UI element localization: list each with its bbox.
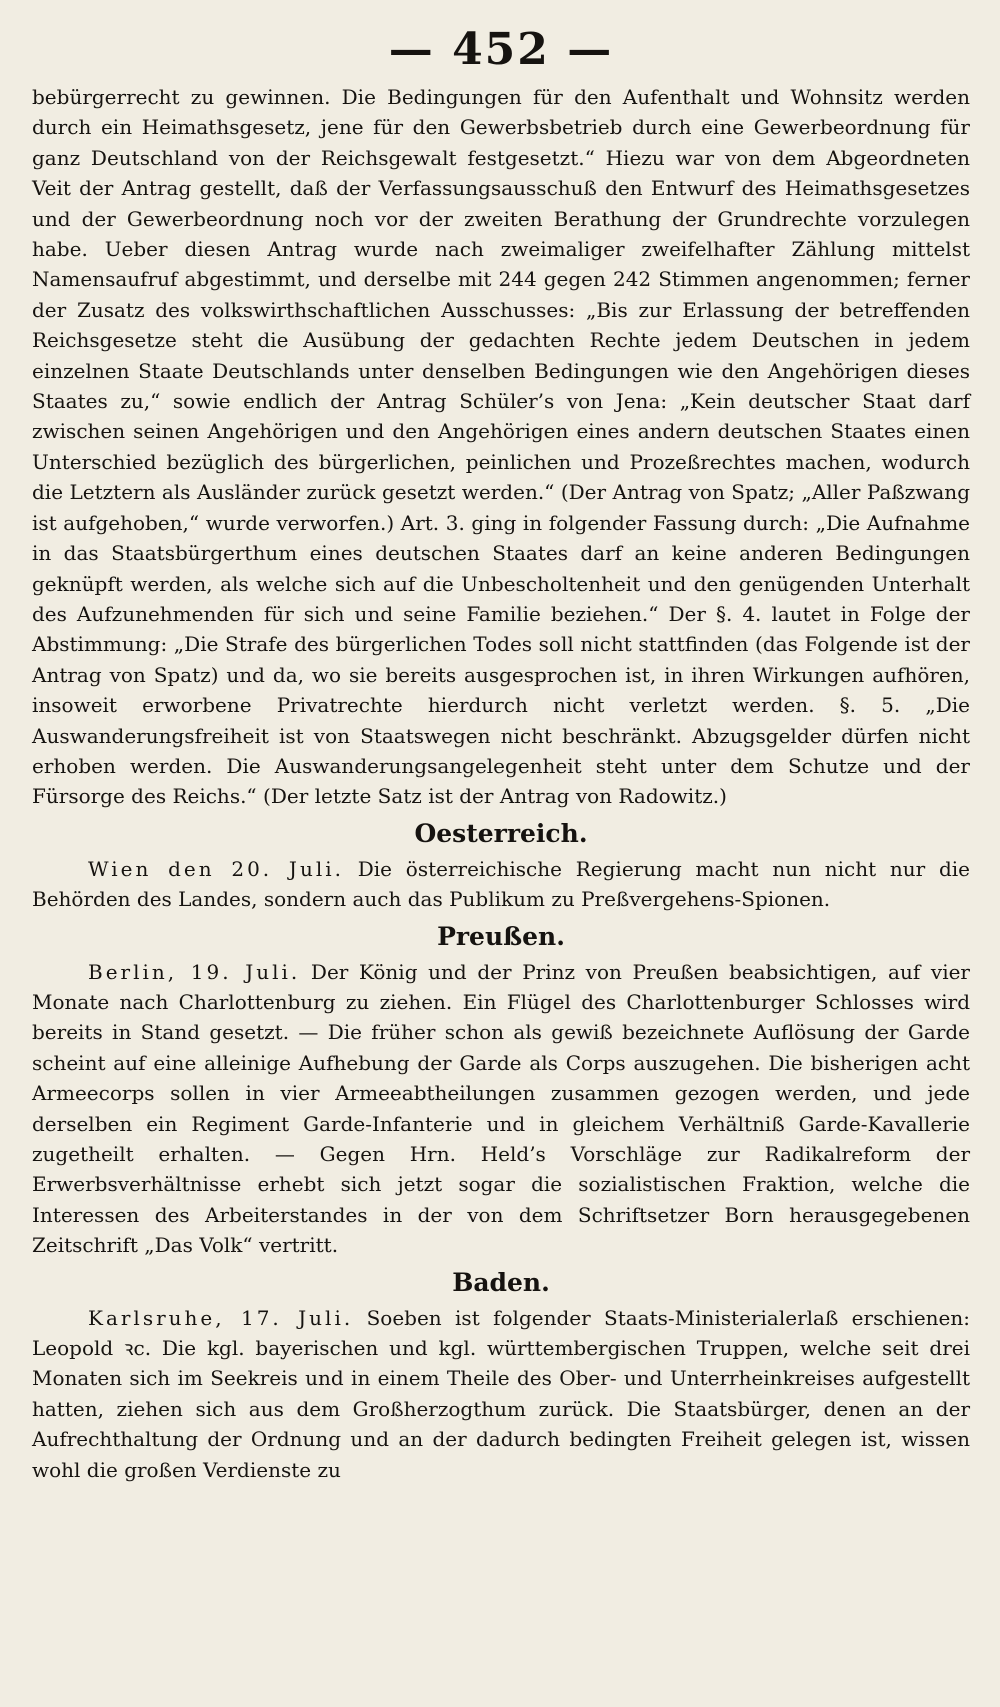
article-paragraph-wien [32,854,970,915]
section-heading-baden: Baden. [452,1267,550,1297]
article-paragraph-berlin [32,957,970,1261]
article-paragraph-grundrechte: bebürgerrecht zu gewinnen. Die Bedingungen für den Aufenthalt und Wohnsitz werden durch ein Heimathsgesetz, jene für den Gewerbsbetrieb durch eine Gewerbeordnung für ganz Deutschland von der Reichsgewalt festgesetzt.“ Hiezu war von dem Abgeordneten Veit der Antrag gestellt, daß der Verfassungsausschuß den Entwurf des Heimathsgesetzes und der Gewerbeordnung noch vor der zweiten Berathung der Grundrechte vorzulegen habe. Ueber diesen Antrag wurde nach zweimaliger zweifelhafter Zählung mittelst Namensaufruf abgestimmt, und derselbe mit 244 gegen 242 Stimmen angenommen; ferner der Zusatz des volkswirthschaftlichen Ausschusses: „Bis zur Erlassung der betreffenden Reichsgesetze steht die Ausübung der gedachten Rechte jedem Deutschen in jedem einzelnen Staate Deutschlands unter denselben Bedingungen wie den Angehörigen dieses Staates zu,“ sowie endlich der Antrag Schüler’s von Jena: „Kein deutscher Staat darf zwischen seinen Angehörigen und den Angehörigen eines andern deutschen Staates einen Unterschied bezüglich des bürgerlichen, peinlichen und Prozeßrechtes machen, wodurch die Letztern als Ausländer zurück gesetzt werden.“ (Der Antrag von Spatz; „Aller Paßzwang ist aufgehoben,“ wurde verworfen.) Art. 3. ging in folgender Fassung durch: „Die Aufnahme in das Staatsbürgerthum eines deutschen Staates darf an keine anderen Bedingungen geknüpft werden, als welche sich auf die Unbescholtenheit und den genügenden Unterhalt des Aufzunehmenden für sich und seine Familie beziehen.“ Der §. 4. lautet in Folge der Abstimmung: „Die Strafe des bürgerlichen Todes soll nicht stattfinden (das Folgende ist der Antrag von Spatz) und da, wo sie bereits ausgesprochen ist, in ihren Wirkungen aufhören, insoweit erworbene Privatrechte hierdurch nicht verletzt werden. §. 5. „Die Auswanderungsfreiheit ist von Staatswegen nicht beschränkt. Abzugsgelder dürfen nicht erhoben werden. Die Auswanderungsangelegenheit steht unter dem Schutze und der Fürsorge des Reichs.“ (Der letzte Satz ist der Antrag von Radowitz.) [32,85,970,809]
article-text-berlin: Der König und der Prinz von Preußen beabsichtigen, auf vier Monate nach Charlottenburg zu ziehen. Ein Flügel des Charlottenburger Schlosses wird bereits in Stand gesetzt. — Die früher schon als gewiß bezeichnete Auflösung der Garde scheint auf eine alleinige Aufhebung der Garde als Corps auszugehen. Die bisherigen acht Armeecorps sollen in vier Armeeabtheilungen zusammen gezogen werden, und jede derselben ein Regiment Garde-Infanterie und in gleichem Verhältniß Garde-Kavallerie zugetheilt erhalten. — Gegen Hrn. Held’s Vorschläge zur Radikalreform der Erwerbsverhältnisse erhebt sich jetzt sogar die sozialistischen Fraktion, welche die Interessen des Arbeiterstandes in der von dem Schriftsetzer Born herausgegebenen Zeitschrift „Das Volk“ vertritt. [32,959,970,1258]
section-heading-preussen: Preußen. [437,921,565,951]
page-number: — 452 — [388,24,614,75]
dateline-berlin: Berlin, 19. Juli. [88,959,301,984]
dateline-wien: Wien den 20. Juli. [88,856,344,881]
article-text-karlsruhe: Soeben ist folgender Staats-Ministerialerlaß erschienen: Leopold ꝛc. Die kgl. bayerischen und kgl. württembergischen Truppen, welche seit drei Monaten sich im Seekreis und in einem Theile des Ober- und Unterrheinkreises aufgestellt hatten, ziehen sich aus dem Großherzogthum zurück. Die Staatsbürger, denen an der Aufrechthaltung der Ordnung und an der dadurch bedingten Freiheit gelegen ist, wissen wohl die großen Verdienste zu [32,1305,970,1482]
article-text-wien: Die österreichische Regierung macht nun nicht nur die Behörden des Landes, sondern auch das Publikum zu Preßvergehens-Spionen. [32,856,971,912]
section-heading-oesterreich: Oesterreich. [414,818,588,848]
newspaper-page [32,18,970,1690]
dateline-karlsruhe: Karlsruhe, 17. Juli. [88,1305,354,1330]
article-paragraph-karlsruhe [32,1303,970,1485]
